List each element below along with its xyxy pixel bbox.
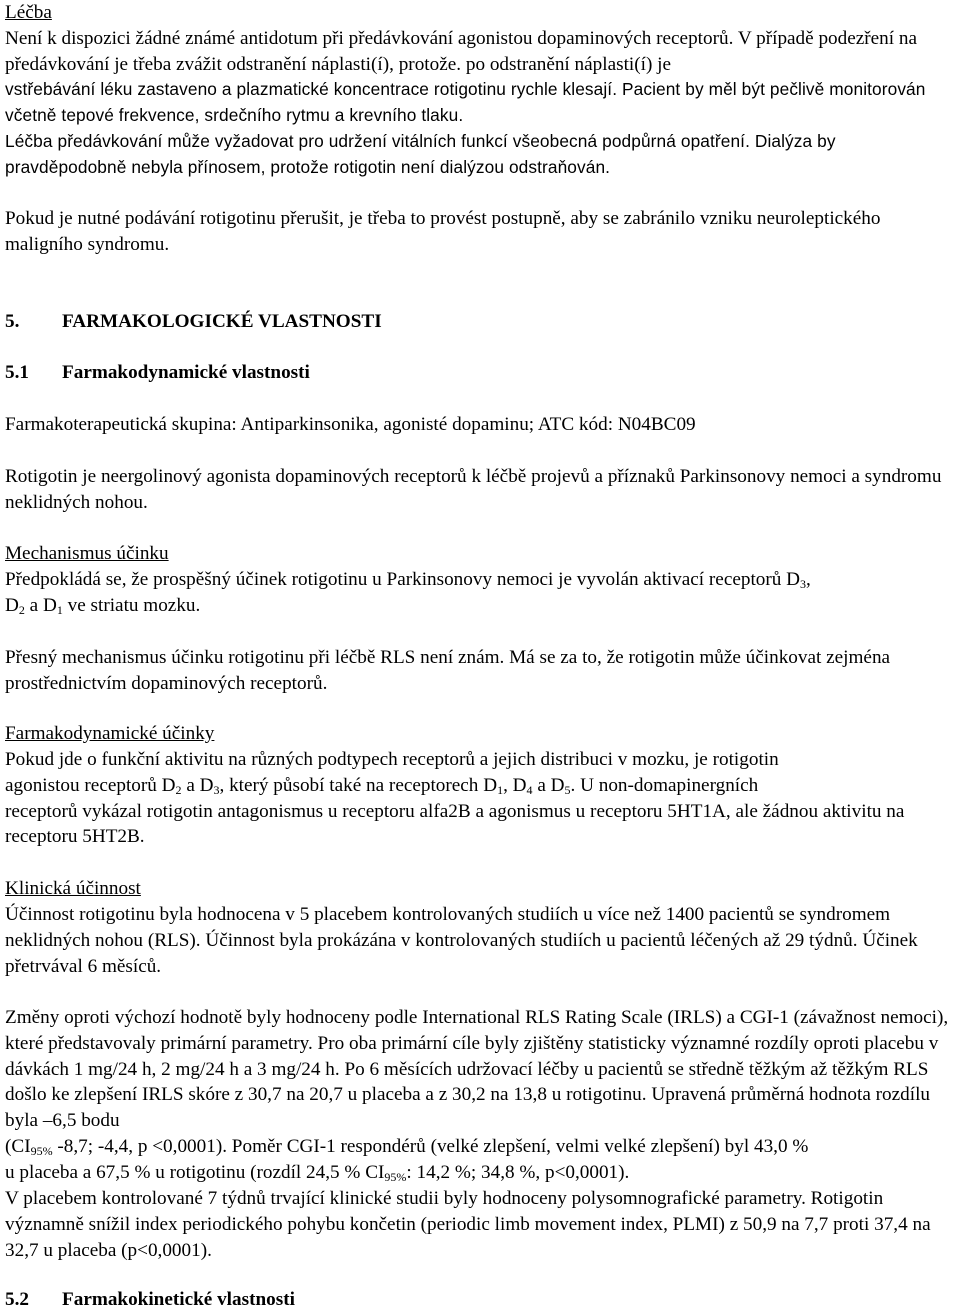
pd-sub-1: 2	[175, 782, 182, 797]
clin-ci-1-sub: 95%	[30, 1143, 53, 1158]
atc-line: Farmakoterapeutická skupina: Antiparkinsonika, agonisté dopaminu; ATC kód: N04BC09	[5, 414, 696, 435]
clinical-paragraph-1: Účinnost rotigotinu byla hodnocena v 5 placebem kontrolovaných studiích u více než 1400 pacientů se syndromem neklidných nohou (RLS). Účinnost byla prokázána v kontrolovaných studiích u pacientů léčených až 29 týdnů. Účinek přetrvával 6 měsíců.	[5, 904, 918, 977]
lecba-paragraph-1b: vstřebávání léku zastaveno a plazmatické koncentrace rotigotinu rychle klesají. Pacient by měl být pečlivě monitorován včetně tepové frekvence, srdečního rytmu a krevního tlaku.	[5, 79, 926, 126]
intro-paragraph: Rotigotin je neergolinový agonista dopaminových receptorů k léčbě projevů a příznaků Parkinsonovy nemoci a syndromu neklidných nohou.	[5, 466, 942, 513]
mech-text-a: Předpokládá se, že prospěšný účinek rotigotinu u Parkinsonovy nemoci je vyvolán aktivací receptorů D	[5, 569, 801, 590]
clinical-paragraph-2	[5, 1005, 955, 1186]
pd-rest: receptorů vykázal rotigotin antagonismus u receptoru alfa2B a agonismus u receptoru 5HT1A, ale žádnou aktivitu na receptoru 5HT2B.	[5, 800, 905, 848]
pd-line-1: Pokud jde o funkční aktivitu na různých podtypech receptorů a jejich distribuci v mozku, je rotigotin	[5, 749, 779, 770]
pd-text-f: . U non-domapinergních	[570, 774, 759, 796]
mech-sub-1: 3	[800, 577, 807, 591]
pd-sub-4: 4	[526, 782, 533, 797]
pharmacodynamics-heading: Farmakodynamické účinky	[5, 723, 215, 744]
clin-ci-2-sub: 95%	[384, 1169, 407, 1184]
section-5-title: FARMAKOLOGICKÉ VLASTNOSTI	[62, 311, 382, 332]
lecba-heading: Léčba	[5, 2, 52, 23]
clin-text-d: : 14,2 %; 34,8 %, p<0,0001).	[406, 1161, 630, 1183]
mech-text-b: ,	[806, 569, 811, 590]
section-5-1-number: 5.1	[5, 362, 29, 383]
lecba-paragraph-2: Pokud je nutné podávání rotigotinu přerušit, je třeba to provést postupně, aby se zabránilo vzniku neuroleptického maligního syndromu.	[5, 208, 881, 255]
pd-sub-2: 3	[213, 782, 220, 797]
pd-sub-5: 5	[564, 782, 571, 797]
section-5-1-title: Farmakodynamické vlastnosti	[62, 362, 310, 383]
mech-text-c: D	[5, 594, 19, 616]
pharmacodynamics-paragraph	[5, 747, 955, 850]
mech-sub-3: 1	[56, 602, 63, 617]
section-5-heading	[5, 309, 955, 335]
mech-sub-2: 2	[18, 602, 25, 617]
pd-text-d: , D	[503, 774, 527, 796]
section-5-2-title: Farmakokinetické vlastnosti	[62, 1289, 295, 1310]
mechanism-heading: Mechanismus účinku	[5, 543, 169, 564]
clin-ci-1: (CI	[5, 1135, 31, 1157]
mech-text-d: a D	[24, 594, 57, 616]
clinical-heading: Klinická účinnost	[5, 878, 141, 899]
clin-text-b: -8,7; -4,4, p <0,0001). Poměr CGI-1 respondérů (velké zlepšení, velmi velké zlepšení) byl 43,0 %	[52, 1135, 809, 1157]
pd-text-c: , který působí také na receptorech D	[219, 774, 498, 796]
section-5-number: 5.	[5, 311, 20, 332]
mechanism-paragraph-2: Přesný mechanismus účinku rotigotinu při léčbě RLS není znám. Má se za to, že rotigotin může účinkovat zejména prostřednictvím dopaminových receptorů.	[5, 647, 891, 694]
clinical-paragraph-3: V placebem kontrolované 7 týdnů trvající klinické studii byly hodnoceny polysomnografické parametry. Rotigotin významně snížil index periodického pohybu končetin (periodic limb movement index, PLMI) z 50,9 na 7,7 proti 37,4 na 32,7 u placeba (p<0,0001).	[5, 1188, 931, 1261]
mechanism-paragraph-1	[5, 567, 955, 619]
section-5-1-heading	[5, 360, 955, 386]
section-5-2-number: 5.2	[5, 1289, 29, 1310]
pd-text-e: a D	[532, 774, 565, 796]
pd-sub-3: 1	[497, 782, 504, 797]
clin-text-c: u placeba a 67,5 % u rotigotinu (rozdíl 24,5 % CI	[5, 1161, 385, 1183]
pd-text-a: agonistou receptorů D	[5, 774, 176, 796]
mech-text-e: ve striatu mozku.	[62, 594, 201, 616]
clin-text-a: Změny oproti výchozí hodnotě byly hodnoceny podle International RLS Rating Scale (IRLS) a CGI-1 (závažnost nemoci), které představovaly primární parametry. Pro oba primární cíle byly zjištěny statisticky významné rozdíly oproti placebu v dávkách 1 mg/24 h, 2 mg/24 h a 3 mg/24 h. Po 6 měsících udržovací léčby u pacientů se středně těžkým až těžkým RLS došlo ke zlepšení IRLS skóre z 30,7 na 20,7 u placeba a z 30,2 na 13,8 u rotigotinu. Upravená průměrná hodnota rozdílu byla –6,5 bodu	[5, 1007, 949, 1132]
lecba-paragraph-1c: Léčba předávkování může vyžadovat pro udržení vitálních funkcí všeobecná podpůrná opatření. Dialýza by pravděpodobně nebyla přínosem, protože rotigotin není dialýzou odstraňován.	[5, 131, 836, 177]
pd-text-b: a D	[181, 774, 214, 796]
lecba-paragraph-1: Není k dispozici žádné známé antidotum při předávkování agonistou dopaminových receptorů. V případě podezření na předávkování je třeba zvážit odstranění náplasti(í), protože. po odstranění náplasti(í) je	[5, 27, 918, 75]
